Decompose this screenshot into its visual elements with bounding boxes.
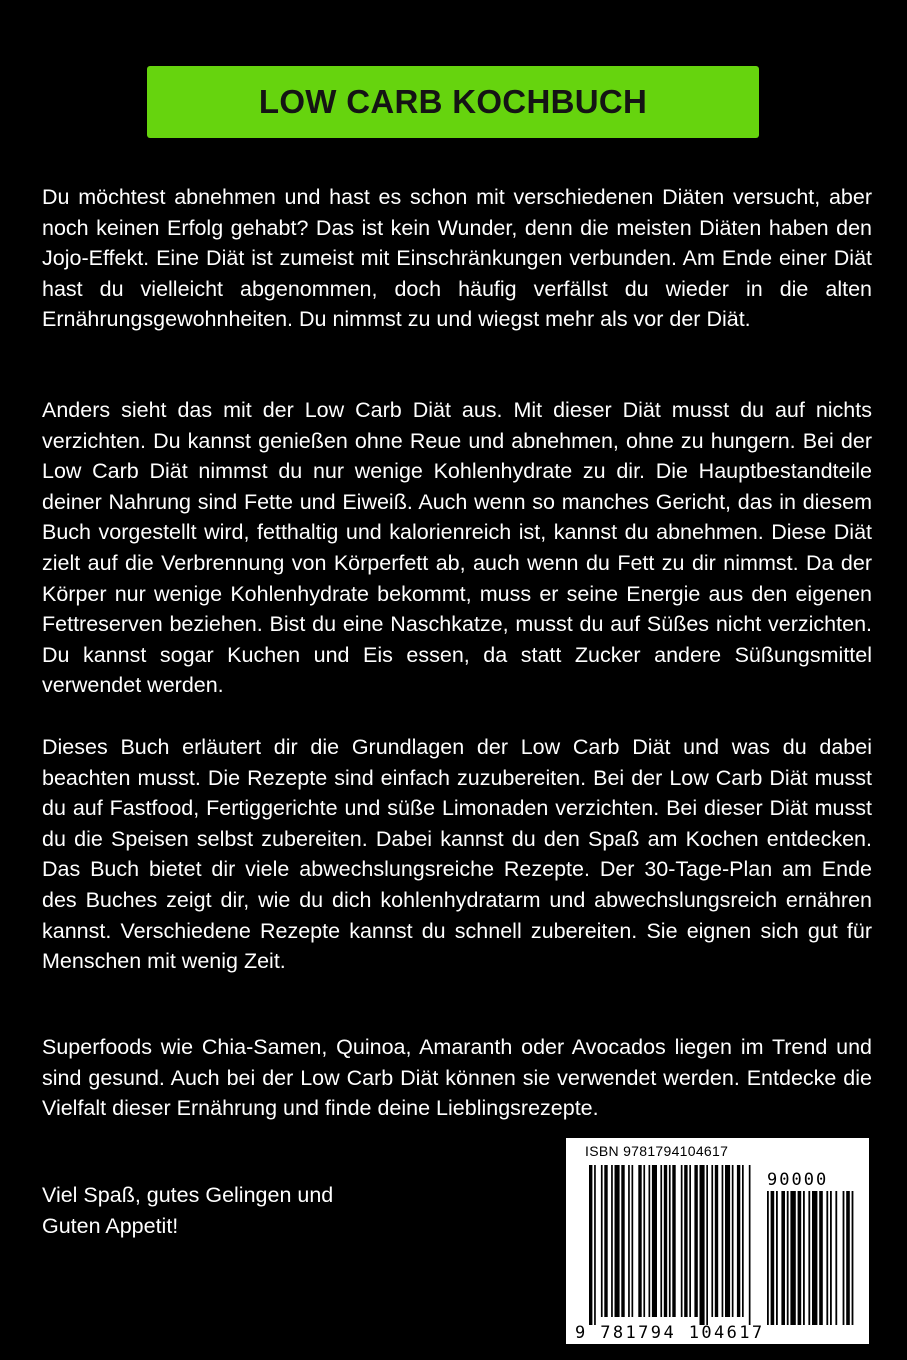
isbn-label: ISBN 9781794104617 <box>585 1143 729 1159</box>
blurb-paragraph-4 <box>42 1032 872 1124</box>
blurb-paragraph-2 <box>42 395 872 701</box>
paragraph-text: Du möchtest abnehmen und hast es schon mit verschiedenen Diäten versucht, aber noch keinen Erfolg gehabt? Das ist kein Wunder, denn die meisten Diäten haben den Jojo-Effekt. Eine Diät ist zumeist mit Einschränkungen verbunden. Am Ende einer Diät hast du vielleicht abgenommen, doch häufig verfällst du wieder in die alten Ernährungsgewohnheiten. Du nimmst zu und wiegst mehr als vor der Diät. <box>42 185 872 332</box>
paragraph-text: Anders sieht das mit der Low Carb Diät aus. Mit dieser Diät musst du auf nichts verzichten. Du kannst genießen ohne Reue und abnehmen, ohne zu hungern. Bei der Low Carb Diät nimmst du nur wenige Kohlenhydrate zu dir. Die Hauptbestandteile deiner Nahrung sind Fette und Eiweiß. Auch wenn so manches Gericht, das in diesem Buch vorgestellt wird, fetthaltig und kalorienreich ist, kannst du abnehmen. Diese Diät zielt auf die Verbrennung von Körperfett ab, auch wenn du Fett zu dir nimmst. Da der Körper nur wenige Kohlenhydrate bekommt, muss er seine Energie aus den eigenen Fettreserven beziehen. Bist du eine Naschkatze, musst du auf Süßes nicht verzichten. Du kannst sogar Kuchen und Eis essen, da statt Zucker andere Süßungsmittel verwendet werden. <box>42 398 872 698</box>
closing-line-2: Guten Appetit! <box>42 1213 179 1238</box>
barcode-box <box>566 1138 869 1344</box>
blurb-paragraph-3 <box>42 732 872 977</box>
closing-line-1: Viel Spaß, gutes Gelingen und <box>42 1183 334 1207</box>
title-banner <box>147 66 759 138</box>
paragraph-text: Superfoods wie Chia-Samen, Quinoa, Amaranth oder Avocados liegen im Trend und sind gesund. Auch bei der Low Carb Diät können sie verwendet werden. Entdecke die Vielfalt dieser Ernährung und finde deine Lieblingsrezepte. <box>42 1035 872 1121</box>
blurb-paragraph-1 <box>42 182 872 335</box>
closing-greeting <box>42 1180 462 1241</box>
book-title: LOW CARB KOCHBUCH <box>258 83 648 120</box>
isbn-digits: 9 781794 104617 <box>575 1323 765 1343</box>
paragraph-text: Dieses Buch erläutert dir die Grundlagen der Low Carb Diät und was du dabei beachten musst. Die Rezepte sind einfach zuzubereiten. Bei der Low Carb Diät musst du auf Fastfood, Fertiggerichte und süße Limonaden verzichten. Bei dieser Diät musst du die Speisen selbst zubereiten. Dabei kannst du den Spaß am Kochen entdecken. Das Buch bietet dir viele abwechslungsreiche Rezepte. Der 30-Tage-Plan am Ende des Buches zeigt dir, wie du dich kohlenhydratarm und abwechslungsreich ernähren kannst. Verschiedene Rezepte kannst du schnell zubereiten. Sie eignen sich gut für Menschen mit wenig Zeit. <box>42 735 872 974</box>
addon-digits: 90000 <box>767 1170 829 1190</box>
